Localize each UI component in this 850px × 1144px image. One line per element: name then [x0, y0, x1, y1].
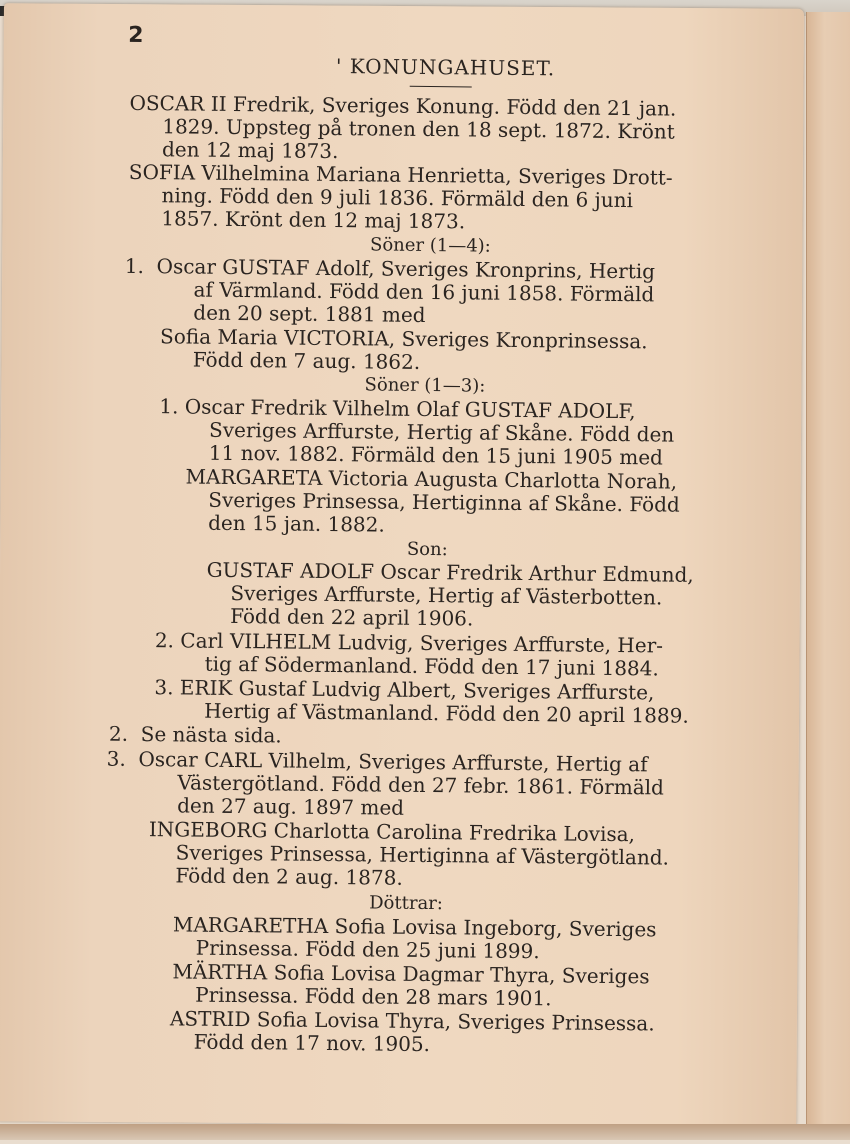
text-line: Sveriges Arffurste, Hertig af Västerbotten. — [230, 580, 663, 610]
text-line: OSCAR II Fredrik, Sveriges Konung. Född den 21 jan. — [129, 90, 677, 121]
text-line: Prinsessa. Född den 25 juni 1899. — [195, 935, 540, 964]
text-line: Prinsessa. Född den 28 mars 1901. — [195, 982, 552, 1011]
page-heading: ' KONUNGAHUSET. — [335, 54, 556, 81]
text-line: Hertig af Västmanland. Född den 20 april 1889. — [204, 698, 689, 728]
page-number: 2 — [128, 22, 144, 48]
text-line: 2. Carl VILHELM Ludvig, Sveriges Arffurste, Her- — [154, 628, 664, 658]
text-line: 11 nov. 1882. Förmäld den 15 juni 1905 med — [208, 440, 664, 470]
text-line: Västergötland. Född den 27 febr. 1861. Förmäld — [177, 770, 665, 800]
text-line: 1. Oscar GUSTAF Adolf, Sveriges Kronprins, Hertig — [124, 253, 656, 284]
text-line: Född den 7 aug. 1862. — [192, 347, 421, 374]
section-heading: Döttrar: — [369, 892, 444, 915]
text-line: den 27 aug. 1897 med — [177, 793, 405, 820]
text-line: Sveriges Prinsessa, Hertiginna af Västergötland. — [175, 840, 670, 870]
section-heading: Söner (1—4): — [369, 234, 491, 257]
text-line: GUSTAF ADOLF Oscar Fredrik Arthur Edmund, — [206, 557, 694, 587]
text-line: af Värmland. Född den 16 juni 1858. Förmäld — [193, 277, 655, 307]
text-line: ning. Född den 9 juli 1836. Förmäld den 6 juni — [161, 183, 634, 213]
section-heading: Söner (1—3): — [364, 374, 486, 397]
section-heading: Son: — [406, 538, 448, 561]
text-line: SOFIA Vilhelmina Mariana Henrietta, Sveriges Drott- — [128, 159, 673, 190]
heading-rule — [410, 86, 472, 88]
text-line: MARGARETA Victoria Augusta Charlotta Norah, — [185, 464, 678, 494]
text-line: ASTRID Sofia Lovisa Thyra, Sveriges Prinsessa. — [169, 1006, 655, 1036]
text-line: den 12 maj 1873. — [161, 137, 339, 164]
text-line: Sofia Maria VICTORIA, Sveriges Kronprinsessa. — [159, 324, 648, 354]
text-line: 3. ERIK Gustaf Ludvig Albert, Sveriges Arffurste, — [154, 675, 655, 705]
text-line: Sveriges Arffurste, Hertig af Skåne. Född den — [208, 417, 675, 447]
text-line: INGEBORG Charlotta Carolina Fredrika Lovisa, — [148, 817, 636, 847]
text-line: 1829. Uppsteg på tronen den 18 sept. 1872. Krönt — [162, 114, 675, 144]
text-line: Född den 22 april 1906. — [230, 603, 474, 631]
text-line: Född den 2 aug. 1878. — [175, 863, 403, 890]
text-line: Sveriges Prinsessa, Hertiginna af Skåne. Född — [208, 487, 680, 517]
text-line: MARGARETHA Sofia Lovisa Ingeborg, Sveriges — [172, 912, 657, 942]
text-line: 1857. Krönt den 12 maj 1873. — [161, 206, 466, 234]
text-line: MÄRTHA Sofia Lovisa Dagmar Thyra, Sveriges — [172, 959, 650, 989]
text-line: Född den 17 nov. 1905. — [193, 1029, 431, 1057]
text-line: den 15 jan. 1882. — [208, 510, 385, 537]
text-line: 1. Oscar Fredrik Vilhelm Olaf GUSTAF ADOLF, — [159, 394, 636, 424]
text-line: den 20 sept. 1881 med — [193, 300, 426, 327]
text-line: tig af Södermanland. Född den 17 juni 1884. — [204, 651, 659, 681]
text-line: 3. Oscar CARL Vilhelm, Sveriges Arffurste, Hertig af — [106, 746, 648, 777]
text-line: 2. Se nästa sida. — [108, 721, 282, 748]
